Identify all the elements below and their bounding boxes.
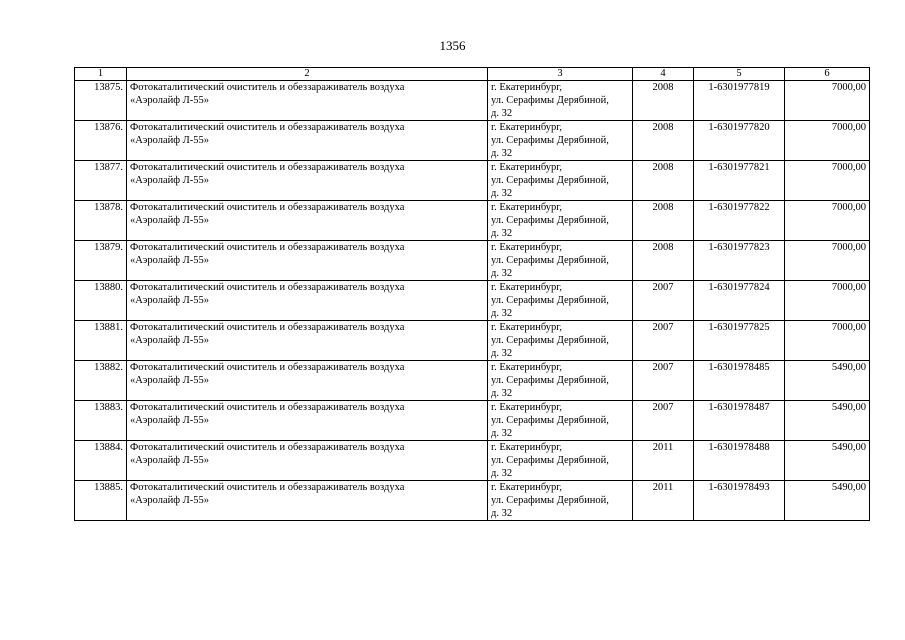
inventory-number: 1-6301977822: [694, 201, 785, 241]
item-name-line: «Аэролайф Л-55»: [130, 175, 210, 186]
item-address-line: ул. Серафимы Дерябиной,: [491, 495, 609, 506]
table-row: [75, 161, 870, 201]
item-year: 2008: [633, 161, 694, 201]
item-address-line: д. 32: [491, 148, 513, 159]
item-address-line: г. Екатеринбург,: [491, 442, 563, 453]
inventory-number: 1-6301977821: [694, 161, 785, 201]
table-row: [75, 401, 870, 441]
item-address-line: г. Екатеринбург,: [491, 322, 563, 333]
item-sum: 5490,00: [785, 401, 870, 441]
column-header-5: 5: [694, 68, 785, 81]
inventory-number: 1-6301978493: [694, 481, 785, 521]
inventory-number: 1-6301978487: [694, 401, 785, 441]
item-name-line: «Аэролайф Л-55»: [130, 255, 210, 266]
item-sum: 5490,00: [785, 361, 870, 401]
item-address: [488, 281, 633, 321]
item-name-line: Фотокаталитический очиститель и обеззараживатель воздуха: [130, 122, 405, 133]
column-header-3: 3: [488, 68, 633, 81]
item-address: [488, 321, 633, 361]
table-row: [75, 201, 870, 241]
item-year: 2007: [633, 361, 694, 401]
table-row: [75, 441, 870, 481]
item-year: 2008: [633, 201, 694, 241]
item-name-line: Фотокаталитический очиститель и обеззараживатель воздуха: [130, 482, 405, 493]
table-row: [75, 81, 870, 121]
inventory-number: 1-6301978485: [694, 361, 785, 401]
item-name-line: «Аэролайф Л-55»: [130, 295, 210, 306]
inventory-number: 1-6301977820: [694, 121, 785, 161]
item-name-line: Фотокаталитический очиститель и обеззараживатель воздуха: [130, 362, 405, 373]
item-address-line: г. Екатеринбург,: [491, 122, 563, 133]
item-name: [127, 201, 488, 241]
row-number: 13877.: [75, 161, 127, 201]
item-name: [127, 321, 488, 361]
inventory-number: 1-6301978488: [694, 441, 785, 481]
item-sum: 5490,00: [785, 441, 870, 481]
table-row: [75, 241, 870, 281]
item-name-line: «Аэролайф Л-55»: [130, 415, 210, 426]
item-name-line: Фотокаталитический очиститель и обеззараживатель воздуха: [130, 282, 405, 293]
item-address-line: д. 32: [491, 308, 513, 319]
item-address-line: ул. Серафимы Дерябиной,: [491, 455, 609, 466]
row-number: 13879.: [75, 241, 127, 281]
item-sum: 5490,00: [785, 481, 870, 521]
item-address-line: г. Екатеринбург,: [491, 282, 563, 293]
item-address-line: д. 32: [491, 108, 513, 119]
item-address: [488, 481, 633, 521]
item-sum: 7000,00: [785, 241, 870, 281]
page-number: 1356: [439, 38, 466, 53]
column-header-1: 1: [75, 68, 127, 81]
item-year: 2008: [633, 121, 694, 161]
item-name-line: Фотокаталитический очиститель и обеззараживатель воздуха: [130, 242, 405, 253]
item-address-line: ул. Серафимы Дерябиной,: [491, 295, 609, 306]
item-address-line: г. Екатеринбург,: [491, 402, 563, 413]
item-address: [488, 161, 633, 201]
item-sum: 7000,00: [785, 201, 870, 241]
item-year: 2007: [633, 281, 694, 321]
item-address-line: д. 32: [491, 388, 513, 399]
item-address-line: д. 32: [491, 188, 513, 199]
item-address-line: д. 32: [491, 348, 513, 359]
item-address: [488, 441, 633, 481]
item-year: 2008: [633, 241, 694, 281]
item-sum: 7000,00: [785, 81, 870, 121]
table-row: [75, 121, 870, 161]
item-address-line: ул. Серафимы Дерябиной,: [491, 215, 609, 226]
item-address-line: г. Екатеринбург,: [491, 482, 563, 493]
column-header-6: 6: [785, 68, 870, 81]
item-address-line: д. 32: [491, 508, 513, 519]
inventory-number: 1-6301977824: [694, 281, 785, 321]
item-name-line: «Аэролайф Л-55»: [130, 215, 210, 226]
item-name: [127, 241, 488, 281]
item-name-line: Фотокаталитический очиститель и обеззараживатель воздуха: [130, 402, 405, 413]
item-address-line: ул. Серафимы Дерябиной,: [491, 95, 609, 106]
item-name-line: Фотокаталитический очиститель и обеззараживатель воздуха: [130, 162, 405, 173]
column-number-row: [75, 68, 870, 81]
row-number: 13881.: [75, 321, 127, 361]
row-number: 13875.: [75, 81, 127, 121]
row-number: 13884.: [75, 441, 127, 481]
item-name: [127, 81, 488, 121]
item-sum: 7000,00: [785, 161, 870, 201]
item-name: [127, 481, 488, 521]
item-address-line: г. Екатеринбург,: [491, 362, 563, 373]
item-address: [488, 201, 633, 241]
item-address-line: д. 32: [491, 268, 513, 279]
item-sum: 7000,00: [785, 121, 870, 161]
item-address-line: ул. Серафимы Дерябиной,: [491, 175, 609, 186]
item-name-line: «Аэролайф Л-55»: [130, 335, 210, 346]
item-name-line: Фотокаталитический очиститель и обеззараживатель воздуха: [130, 322, 405, 333]
item-name: [127, 401, 488, 441]
item-address: [488, 361, 633, 401]
item-name-line: «Аэролайф Л-55»: [130, 375, 210, 386]
inventory-number: 1-6301977823: [694, 241, 785, 281]
item-year: 2007: [633, 321, 694, 361]
item-address-line: ул. Серафимы Дерябиной,: [491, 255, 609, 266]
item-address-line: д. 32: [491, 228, 513, 239]
item-address-line: ул. Серафимы Дерябиной,: [491, 335, 609, 346]
table-row: [75, 361, 870, 401]
item-name-line: Фотокаталитический очиститель и обеззараживатель воздуха: [130, 82, 405, 93]
item-year: 2007: [633, 401, 694, 441]
inventory-number: 1-6301977819: [694, 81, 785, 121]
item-address-line: г. Екатеринбург,: [491, 162, 563, 173]
row-number: 13883.: [75, 401, 127, 441]
item-address: [488, 401, 633, 441]
item-name: [127, 121, 488, 161]
table-row: [75, 481, 870, 521]
item-address-line: г. Екатеринбург,: [491, 202, 563, 213]
column-header-4: 4: [633, 68, 694, 81]
table-row: [75, 281, 870, 321]
item-name-line: Фотокаталитический очиститель и обеззараживатель воздуха: [130, 202, 405, 213]
row-number: 13876.: [75, 121, 127, 161]
item-name: [127, 441, 488, 481]
item-sum: 7000,00: [785, 321, 870, 361]
item-name-line: «Аэролайф Л-55»: [130, 135, 210, 146]
item-address-line: г. Екатеринбург,: [491, 242, 563, 253]
item-name: [127, 161, 488, 201]
column-header-2: 2: [127, 68, 488, 81]
item-name-line: «Аэролайф Л-55»: [130, 455, 210, 466]
item-year: 2011: [633, 441, 694, 481]
item-address: [488, 241, 633, 281]
item-name-line: «Аэролайф Л-55»: [130, 495, 210, 506]
table-row: [75, 321, 870, 361]
item-address-line: г. Екатеринбург,: [491, 82, 563, 93]
item-sum: 7000,00: [785, 281, 870, 321]
item-address-line: ул. Серафимы Дерябиной,: [491, 375, 609, 386]
item-name: [127, 281, 488, 321]
item-address-line: ул. Серафимы Дерябиной,: [491, 415, 609, 426]
item-year: 2008: [633, 81, 694, 121]
item-address: [488, 121, 633, 161]
item-name-line: «Аэролайф Л-55»: [130, 95, 210, 106]
item-address-line: д. 32: [491, 468, 513, 479]
item-name: [127, 361, 488, 401]
table-body: [75, 81, 870, 521]
item-address-line: д. 32: [491, 428, 513, 439]
item-name-line: Фотокаталитический очиститель и обеззараживатель воздуха: [130, 442, 405, 453]
row-number: 13882.: [75, 361, 127, 401]
item-address: [488, 81, 633, 121]
inventory-number: 1-6301977825: [694, 321, 785, 361]
registry-table: [74, 67, 870, 521]
item-address-line: ул. Серафимы Дерябиной,: [491, 135, 609, 146]
row-number: 13878.: [75, 201, 127, 241]
item-year: 2011: [633, 481, 694, 521]
row-number: 13885.: [75, 481, 127, 521]
row-number: 13880.: [75, 281, 127, 321]
